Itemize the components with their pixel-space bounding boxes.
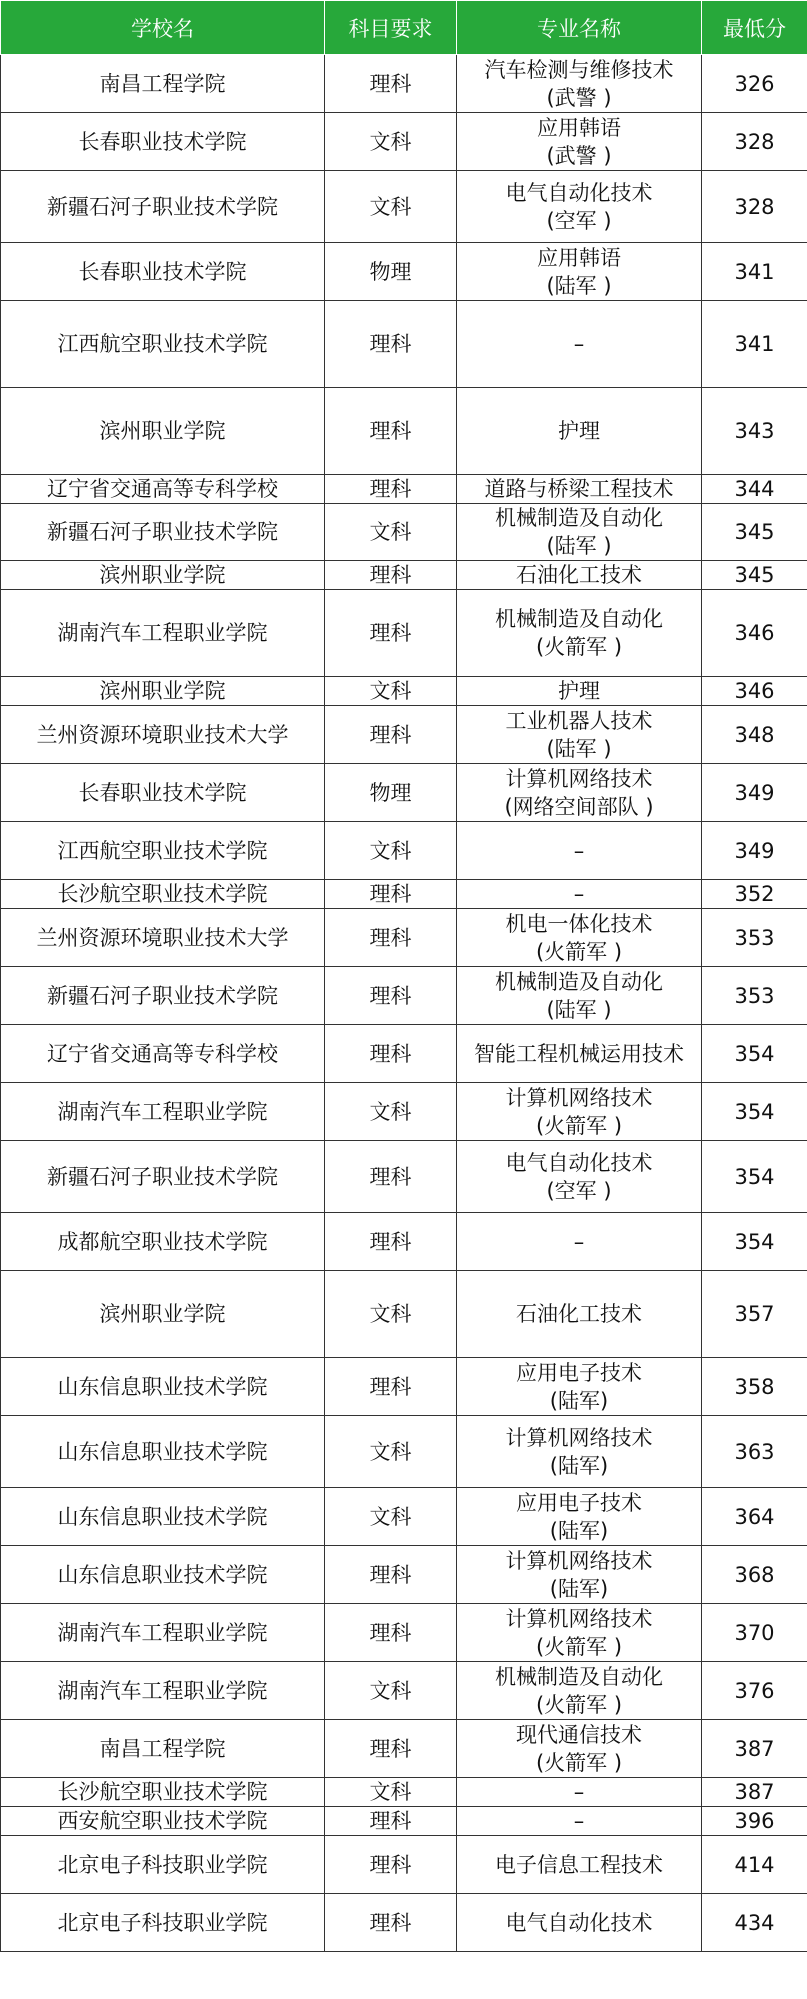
major-name: 电气自动化技术 xyxy=(505,180,653,205)
major-cell xyxy=(457,764,702,822)
min-score-cell: 343 xyxy=(702,388,807,475)
table-row xyxy=(1,1083,807,1141)
major-cell xyxy=(457,171,702,243)
school-cell: 山东信息职业技术学院 xyxy=(1,1546,325,1604)
school-cell: 滨州职业学院 xyxy=(1,388,325,475)
major-name: – xyxy=(573,882,585,906)
min-score-cell: 346 xyxy=(702,677,807,706)
min-score-cell: 358 xyxy=(702,1358,807,1416)
subject-cell: 理科 xyxy=(325,1604,457,1662)
table-row xyxy=(1,475,807,504)
subject-cell: 文科 xyxy=(325,1662,457,1720)
min-score-cell: 364 xyxy=(702,1488,807,1546)
min-score-cell: 354 xyxy=(702,1083,807,1141)
min-score-cell: 344 xyxy=(702,475,807,504)
school-cell: 山东信息职业技术学院 xyxy=(1,1416,325,1488)
subject-cell: 理科 xyxy=(325,967,457,1025)
table-row xyxy=(1,1488,807,1546)
table-row xyxy=(1,1141,807,1213)
major-cell xyxy=(457,475,702,504)
major-branch-note: (空军 ) xyxy=(546,1178,612,1203)
school-cell: 新疆石河子职业技术学院 xyxy=(1,504,325,561)
table-row xyxy=(1,1546,807,1604)
major-name: 护理 xyxy=(558,419,600,443)
min-score-cell: 346 xyxy=(702,590,807,677)
subject-cell: 物理 xyxy=(325,764,457,822)
subject-cell: 理科 xyxy=(325,1358,457,1416)
major-cell xyxy=(457,243,702,301)
table-row xyxy=(1,1271,807,1358)
major-name: 石油化工技术 xyxy=(516,1302,642,1326)
major-cell xyxy=(457,1662,702,1720)
major-cell xyxy=(457,113,702,171)
min-score-cell: 345 xyxy=(702,504,807,561)
min-score-cell: 328 xyxy=(702,113,807,171)
major-branch-note: (陆军 ) xyxy=(546,273,612,298)
subject-cell: 理科 xyxy=(325,1025,457,1083)
table-row xyxy=(1,1836,807,1894)
major-cell xyxy=(457,1546,702,1604)
subject-cell: 文科 xyxy=(325,504,457,561)
school-cell: 兰州资源环境职业技术大学 xyxy=(1,909,325,967)
major-name: 计算机网络技术 xyxy=(505,1548,653,1573)
major-cell xyxy=(457,1836,702,1894)
table-row xyxy=(1,880,807,909)
table-row xyxy=(1,822,807,880)
min-score-cell: 387 xyxy=(702,1778,807,1807)
min-score-cell: 353 xyxy=(702,909,807,967)
min-score-cell: 376 xyxy=(702,1662,807,1720)
table-row xyxy=(1,561,807,590)
subject-cell: 理科 xyxy=(325,301,457,388)
min-score-cell: 370 xyxy=(702,1604,807,1662)
table-row xyxy=(1,909,807,967)
major-branch-note: (火箭军 ) xyxy=(535,1113,623,1138)
min-score-cell: 354 xyxy=(702,1213,807,1271)
header-subject: 科目要求 xyxy=(325,1,457,55)
major-cell xyxy=(457,967,702,1025)
subject-cell: 理科 xyxy=(325,1807,457,1836)
major-branch-note: (火箭军 ) xyxy=(535,635,623,659)
major-name: 道路与桥梁工程技术 xyxy=(484,477,674,501)
major-cell xyxy=(457,822,702,880)
major-name: 机械制造及自动化 xyxy=(495,1664,663,1689)
school-cell: 成都航空职业技术学院 xyxy=(1,1213,325,1271)
major-cell xyxy=(457,1894,702,1952)
min-score-cell: 363 xyxy=(702,1416,807,1488)
major-name: 汽车检测与维修技术 xyxy=(484,57,674,82)
major-name: – xyxy=(573,1229,585,1254)
subject-cell: 文科 xyxy=(325,822,457,880)
subject-cell: 物理 xyxy=(325,243,457,301)
subject-cell: 理科 xyxy=(325,1141,457,1213)
school-cell: 滨州职业学院 xyxy=(1,1271,325,1358)
min-score-cell: 357 xyxy=(702,1271,807,1358)
table-row xyxy=(1,171,807,243)
table-row xyxy=(1,1894,807,1952)
school-cell: 江西航空职业技术学院 xyxy=(1,822,325,880)
subject-cell: 理科 xyxy=(325,1894,457,1952)
major-name: 应用电子技术 xyxy=(516,1360,642,1385)
subject-cell: 理科 xyxy=(325,1720,457,1778)
school-cell: 湖南汽车工程职业学院 xyxy=(1,1604,325,1662)
table-row xyxy=(1,1025,807,1083)
major-name: 工业机器人技术 xyxy=(505,708,653,733)
subject-cell: 文科 xyxy=(325,1778,457,1807)
major-name: 智能工程机械运用技术 xyxy=(474,1041,684,1066)
school-cell: 西安航空职业技术学院 xyxy=(1,1807,325,1836)
subject-cell: 理科 xyxy=(325,880,457,909)
min-score-cell: 387 xyxy=(702,1720,807,1778)
table-row xyxy=(1,301,807,388)
major-branch-note: (陆军 ) xyxy=(546,997,612,1022)
table-row xyxy=(1,113,807,171)
major-cell xyxy=(457,677,702,706)
school-cell: 辽宁省交通高等专科学校 xyxy=(1,475,325,504)
major-name: 护理 xyxy=(558,679,600,703)
header-min-score: 最低分 xyxy=(702,1,807,55)
major-name: – xyxy=(573,1809,585,1833)
school-cell: 辽宁省交通高等专科学校 xyxy=(1,1025,325,1083)
major-name: 计算机网络技术 xyxy=(505,1606,653,1631)
major-name: – xyxy=(573,332,585,356)
school-cell: 江西航空职业技术学院 xyxy=(1,301,325,388)
major-branch-note: (网络空间部队 ) xyxy=(504,794,654,819)
major-branch-note: (武警 ) xyxy=(546,143,612,168)
school-cell: 滨州职业学院 xyxy=(1,561,325,590)
major-cell xyxy=(457,55,702,113)
major-name: 机械制造及自动化 xyxy=(495,506,663,530)
major-cell xyxy=(457,909,702,967)
major-cell xyxy=(457,301,702,388)
major-cell xyxy=(457,1604,702,1662)
table-row xyxy=(1,55,807,113)
major-branch-note: (火箭军 ) xyxy=(535,1750,623,1775)
major-branch-note: (火箭军 ) xyxy=(535,1692,623,1717)
school-cell: 山东信息职业技术学院 xyxy=(1,1488,325,1546)
subject-cell: 理科 xyxy=(325,388,457,475)
school-cell: 长沙航空职业技术学院 xyxy=(1,1778,325,1807)
table-row xyxy=(1,1662,807,1720)
subject-cell: 文科 xyxy=(325,1271,457,1358)
major-cell xyxy=(457,590,702,677)
major-name: 电子信息工程技术 xyxy=(495,1852,663,1877)
school-cell: 新疆石河子职业技术学院 xyxy=(1,1141,325,1213)
min-score-cell: 326 xyxy=(702,55,807,113)
table-row xyxy=(1,1807,807,1836)
major-name: 电气自动化技术 xyxy=(505,1910,653,1935)
min-score-cell: 414 xyxy=(702,1836,807,1894)
major-cell xyxy=(457,1083,702,1141)
subject-cell: 文科 xyxy=(325,171,457,243)
min-score-cell: 349 xyxy=(702,822,807,880)
school-cell: 北京电子科技职业学院 xyxy=(1,1836,325,1894)
school-cell: 长春职业技术学院 xyxy=(1,113,325,171)
table-body xyxy=(1,55,807,1952)
table-row xyxy=(1,677,807,706)
major-name: 机电一体化技术 xyxy=(505,911,653,936)
subject-cell: 理科 xyxy=(325,1213,457,1271)
subject-cell: 理科 xyxy=(325,1836,457,1894)
major-cell xyxy=(457,388,702,475)
min-score-cell: 434 xyxy=(702,1894,807,1952)
school-cell: 南昌工程学院 xyxy=(1,1720,325,1778)
table-header-row xyxy=(1,1,807,55)
subject-cell: 文科 xyxy=(325,113,457,171)
school-cell: 湖南汽车工程职业学院 xyxy=(1,1083,325,1141)
subject-cell: 理科 xyxy=(325,706,457,764)
major-branch-note: (火箭军 ) xyxy=(535,1634,623,1659)
major-cell xyxy=(457,1213,702,1271)
major-name: 计算机网络技术 xyxy=(505,1085,653,1110)
subject-cell: 理科 xyxy=(325,909,457,967)
subject-cell: 文科 xyxy=(325,677,457,706)
major-branch-note: (陆军 ) xyxy=(546,736,612,761)
table-row xyxy=(1,388,807,475)
major-cell xyxy=(457,1025,702,1083)
header-major: 专业名称 xyxy=(457,1,702,55)
school-cell: 南昌工程学院 xyxy=(1,55,325,113)
major-cell xyxy=(457,1488,702,1546)
major-cell xyxy=(457,706,702,764)
table-row xyxy=(1,590,807,677)
school-cell: 北京电子科技职业学院 xyxy=(1,1894,325,1952)
subject-cell: 理科 xyxy=(325,475,457,504)
major-name: 电气自动化技术 xyxy=(505,1150,653,1175)
major-name: 石油化工技术 xyxy=(516,563,642,587)
major-name: – xyxy=(573,838,585,863)
major-branch-note: (陆军) xyxy=(549,1388,609,1413)
major-name: 机械制造及自动化 xyxy=(495,969,663,994)
major-branch-note: (陆军) xyxy=(549,1576,609,1601)
school-cell: 新疆石河子职业技术学院 xyxy=(1,171,325,243)
major-name: – xyxy=(573,1780,585,1804)
table-row xyxy=(1,243,807,301)
table-row xyxy=(1,1604,807,1662)
table-row xyxy=(1,967,807,1025)
table-row xyxy=(1,1213,807,1271)
major-cell xyxy=(457,1271,702,1358)
school-cell: 兰州资源环境职业技术大学 xyxy=(1,706,325,764)
school-cell: 山东信息职业技术学院 xyxy=(1,1358,325,1416)
major-name: 计算机网络技术 xyxy=(505,1425,653,1450)
min-score-cell: 396 xyxy=(702,1807,807,1836)
school-cell: 长春职业技术学院 xyxy=(1,764,325,822)
major-cell xyxy=(457,1416,702,1488)
min-score-cell: 353 xyxy=(702,967,807,1025)
min-score-cell: 368 xyxy=(702,1546,807,1604)
subject-cell: 理科 xyxy=(325,1546,457,1604)
major-cell xyxy=(457,1778,702,1807)
min-score-cell: 349 xyxy=(702,764,807,822)
table-row xyxy=(1,1416,807,1488)
major-cell xyxy=(457,1807,702,1836)
major-name: 机械制造及自动化 xyxy=(495,607,663,631)
major-branch-note: (空军 ) xyxy=(546,208,612,233)
min-score-cell: 341 xyxy=(702,243,807,301)
min-score-cell: 328 xyxy=(702,171,807,243)
subject-cell: 理科 xyxy=(325,561,457,590)
min-score-cell: 341 xyxy=(702,301,807,388)
major-name: 现代通信技术 xyxy=(516,1722,642,1747)
subject-cell: 文科 xyxy=(325,1416,457,1488)
school-cell: 滨州职业学院 xyxy=(1,677,325,706)
major-name: 应用韩语 xyxy=(537,115,621,140)
table-row xyxy=(1,764,807,822)
major-name: 应用电子技术 xyxy=(516,1490,642,1515)
table-row xyxy=(1,1358,807,1416)
major-cell xyxy=(457,504,702,561)
header-school: 学校名 xyxy=(1,1,325,55)
table-row xyxy=(1,504,807,561)
min-score-cell: 354 xyxy=(702,1025,807,1083)
school-cell: 新疆石河子职业技术学院 xyxy=(1,967,325,1025)
table-row xyxy=(1,1720,807,1778)
min-score-cell: 352 xyxy=(702,880,807,909)
subject-cell: 文科 xyxy=(325,1488,457,1546)
major-branch-note: (陆军) xyxy=(549,1453,609,1478)
major-name: 计算机网络技术 xyxy=(505,766,653,791)
min-score-cell: 354 xyxy=(702,1141,807,1213)
school-cell: 长春职业技术学院 xyxy=(1,243,325,301)
major-name: 应用韩语 xyxy=(537,245,621,270)
major-cell xyxy=(457,1358,702,1416)
school-cell: 湖南汽车工程职业学院 xyxy=(1,590,325,677)
table-row xyxy=(1,706,807,764)
major-cell xyxy=(457,880,702,909)
subject-cell: 文科 xyxy=(325,1083,457,1141)
major-branch-note: (武警 ) xyxy=(546,85,612,110)
major-branch-note: (火箭军 ) xyxy=(535,939,623,964)
major-cell xyxy=(457,1720,702,1778)
school-cell: 湖南汽车工程职业学院 xyxy=(1,1662,325,1720)
min-score-cell: 345 xyxy=(702,561,807,590)
subject-cell: 理科 xyxy=(325,55,457,113)
major-cell xyxy=(457,1141,702,1213)
subject-cell: 理科 xyxy=(325,590,457,677)
major-branch-note: (陆军 ) xyxy=(546,534,612,558)
major-branch-note: (陆军) xyxy=(549,1518,609,1543)
school-cell: 长沙航空职业技术学院 xyxy=(1,880,325,909)
major-cell xyxy=(457,561,702,590)
table-row xyxy=(1,1778,807,1807)
min-score-cell: 348 xyxy=(702,706,807,764)
